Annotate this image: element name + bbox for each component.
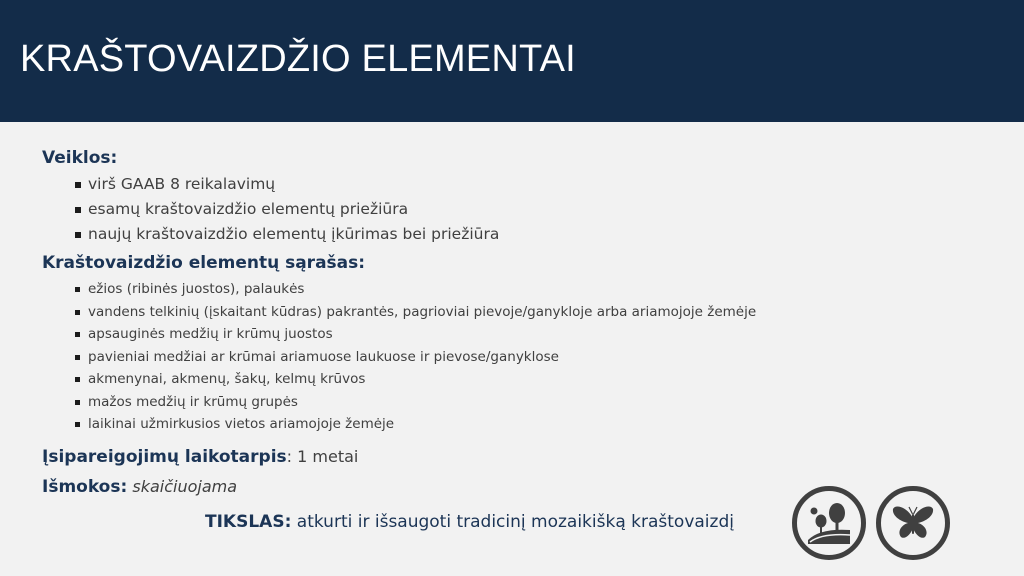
list-item: virš GAAB 8 reikalavimų (42, 172, 982, 197)
elements-heading: Kraštovaizdžio elementų sąrašas: (42, 253, 366, 273)
list-item: akmenynai, akmenų, šakų, kelmų krūvos (42, 368, 982, 391)
list-item: apsauginės medžių ir krūmų juostos (42, 323, 982, 346)
butterfly-icon (876, 486, 950, 560)
commitment-label: Įsipareigojimų laikotarpis (42, 446, 287, 467)
list-item: pavieniai medžiai ar krūmai ariamuose laukuose ir pievose/ganyklose (42, 346, 982, 369)
list-item: mažos medžių ir krūmų grupės (42, 391, 982, 414)
list-item: esamų kraštovaizdžio elementų priežiūra (42, 197, 982, 222)
list-item: laikinai užmirkusios vietos ariamojoje žemėje (42, 413, 982, 436)
list-item: vandens telkinių (įskaitant kūdras) pakrantės, pagrioviai pievoje/ganykloje arba ariamojoje žemėje (42, 301, 982, 324)
commitment-value: : 1 metai (286, 446, 359, 466)
slide-content (42, 146, 982, 502)
goal-text: atkurti ir išsaugoti tradicinį mozaikišką kraštovaizdį (296, 512, 734, 532)
list-item: naujų kraštovaizdžio elementų įkūrimas bei priežiūra (42, 222, 982, 247)
elements-list (42, 278, 982, 436)
payments-label: Išmokos: (42, 476, 128, 497)
activities-list (42, 172, 982, 247)
goal-label: TIKSLAS: (205, 512, 292, 532)
goal-line (205, 512, 734, 532)
payments-value: skaičiuojama (132, 476, 238, 496)
commitment-row (42, 442, 982, 472)
activities-heading: Veiklos: (42, 148, 118, 168)
title-bar (0, 0, 1024, 122)
list-item: ežios (ribinės juostos), palaukės (42, 278, 982, 301)
page-title: KRAŠTOVAIZDŽIO ELEMENTAI (20, 38, 576, 80)
landscape-trees-icon (792, 486, 866, 560)
